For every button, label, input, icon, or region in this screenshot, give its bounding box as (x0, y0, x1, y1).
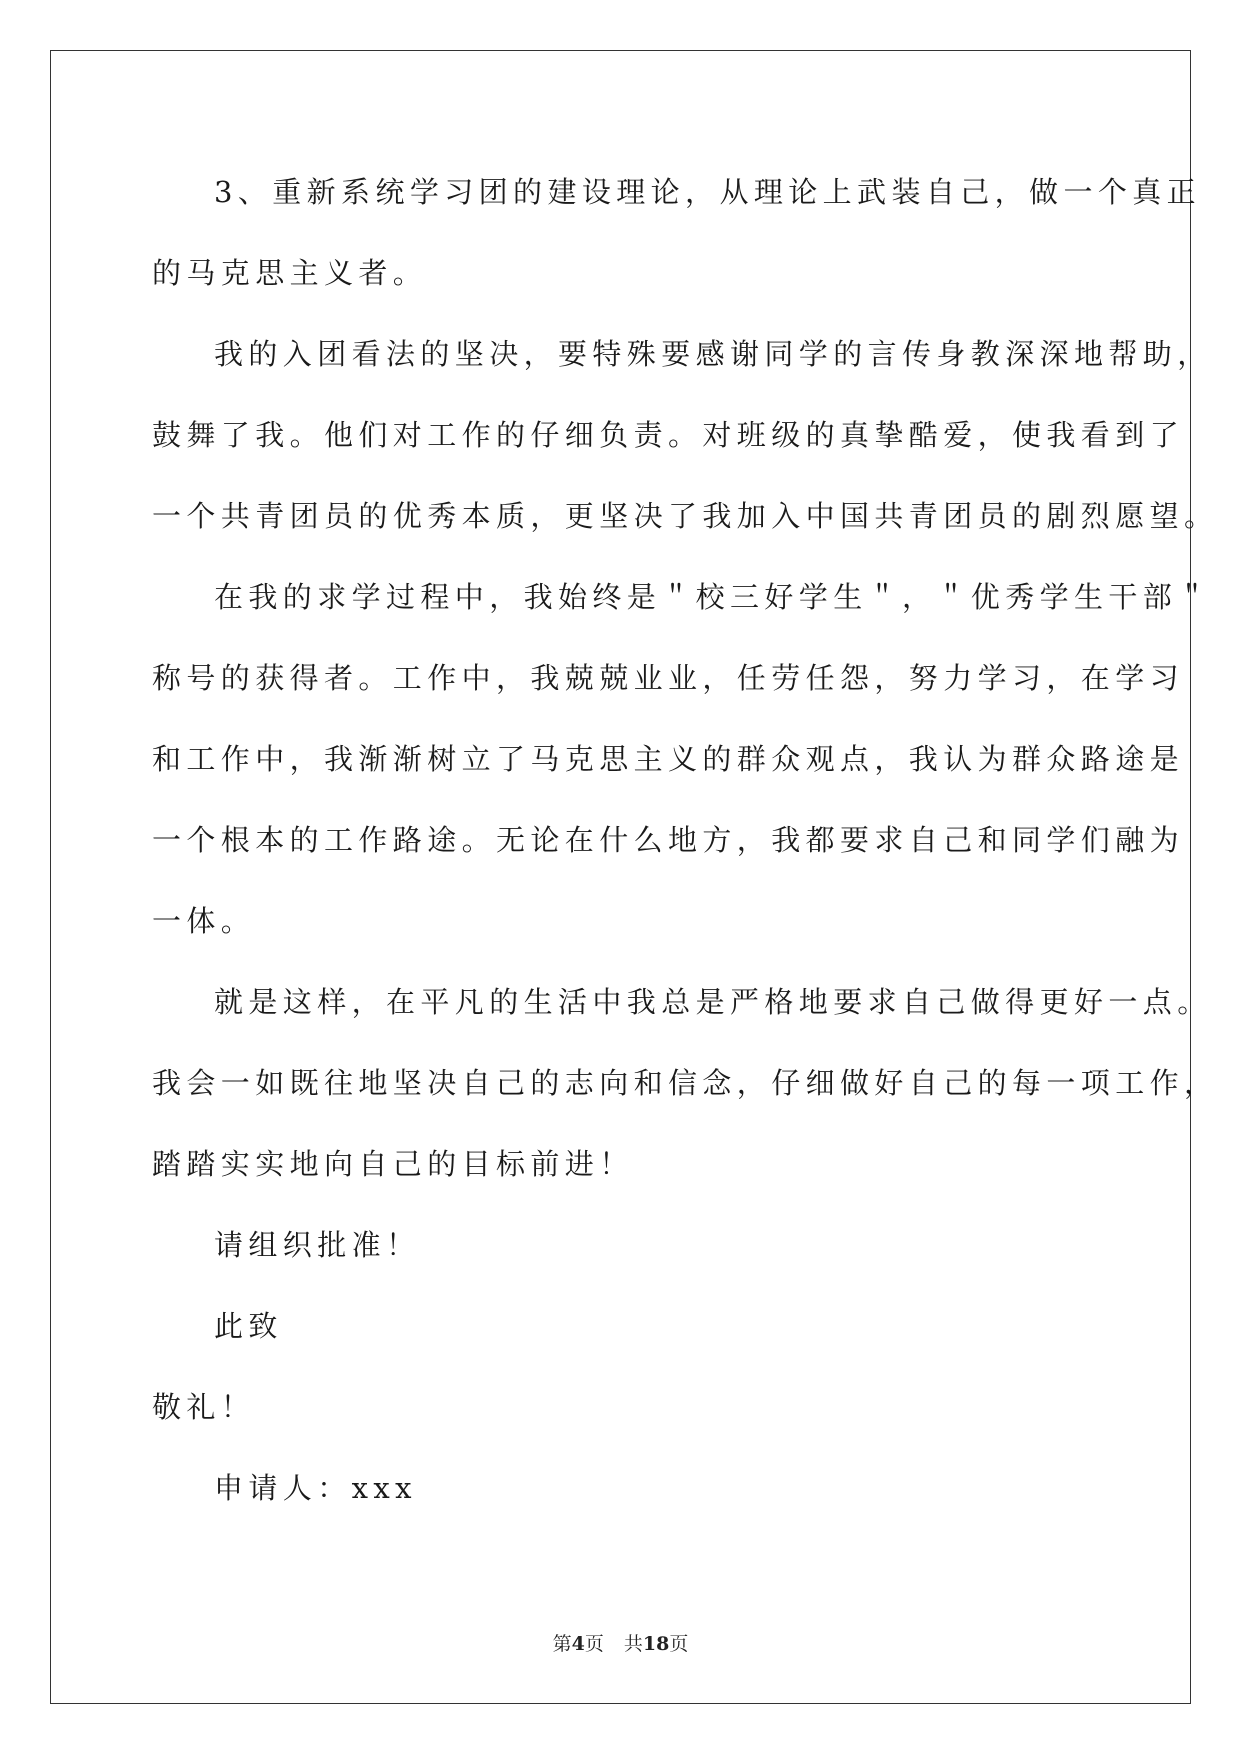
applicant-signature: 申请人：xxx (214, 1471, 417, 1505)
paragraph-line: 我会一如既往地坚决自己的志向和信念，仔细做好自己的每一项工作， (152, 1066, 1219, 1100)
paragraph-line: 的马克思主义者。 (152, 256, 428, 290)
page-number: 4 (571, 1633, 585, 1655)
closing-salutation: 此致 (214, 1309, 283, 1343)
closing-regards: 敬礼！ (152, 1390, 256, 1424)
paragraph-line: 一体。 (152, 904, 256, 938)
total-pages: 18 (642, 1633, 670, 1655)
paragraph-line: 在我的求学过程中，我始终是＂校三好学生＂，＂优秀学生干部＂ (214, 580, 1212, 614)
closing-request: 请组织批准！ (214, 1228, 421, 1262)
paragraph-line: 就是这样，在平凡的生活中我总是严格地要求自己做得更好一点。 (214, 985, 1212, 1019)
paragraph-line: 称号的获得者。工作中，我兢兢业业，任劳任怨，努力学习，在学习 (152, 661, 1185, 695)
paragraph-line: 鼓舞了我。他们对工作的仔细负责。对班级的真挚酷爱，使我看到了 (152, 418, 1185, 452)
page-suffix: 页 (584, 1633, 604, 1655)
total-suffix: 页 (669, 1633, 689, 1655)
paragraph-line: 和工作中，我渐渐树立了马克思主义的群众观点，我认为群众路途是 (152, 742, 1185, 776)
paragraph-line: 一个根本的工作路途。无论在什么地方，我都要求自己和同学们融为 (152, 823, 1185, 857)
page-footer (0, 1632, 1241, 1656)
page-prefix: 第 (552, 1633, 572, 1655)
paragraph-line: 3、重新系统学习团的建设理论，从理论上武装自己，做一个真正 (214, 175, 1202, 209)
paragraph-line: 我的入团看法的坚决，要特殊要感谢同学的言传身教深深地帮助， (214, 337, 1212, 371)
page-border (50, 50, 1191, 1704)
paragraph-line: 一个共青团员的优秀本质，更坚决了我加入中国共青团员的剧烈愿望。 (152, 499, 1219, 533)
paragraph-line: 踏踏实实地向自己的目标前进！ (152, 1147, 634, 1181)
total-prefix: 共 (623, 1633, 643, 1655)
